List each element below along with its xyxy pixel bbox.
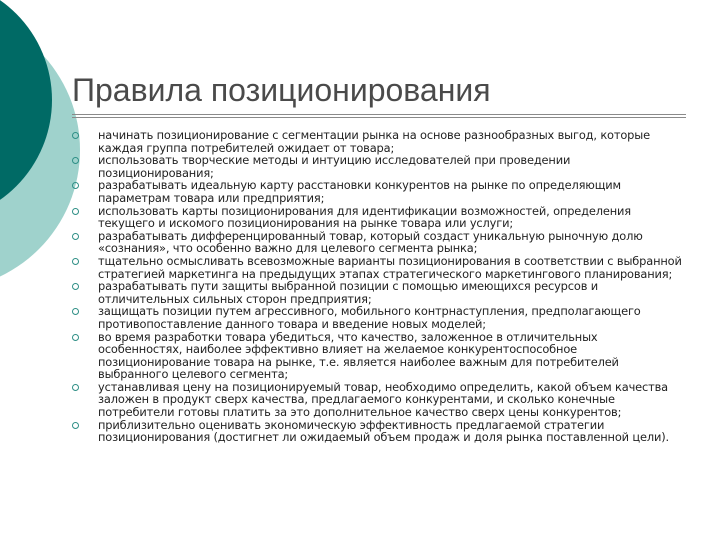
decorative-circles <box>0 0 80 320</box>
list-item-text: разрабатывать идеальную карту расстановки конкурентов на рынке по определяющим параметрам товара или предприятия; <box>98 178 621 205</box>
list-item <box>72 419 684 444</box>
list-item-text: во время разработки товара убедиться, что качество, заложенное в отличительных особенностях, наиболее эффективно влияет на желаемое конкурентоспособное позиционирование товара на рынке, т.е. является наиболее важным для потребителей выбранного целевого сегмента; <box>98 329 619 382</box>
list-item-text: устанавливая цену на позиционируемый товар, необходимо определить, какой объем качества заложен в продукт сверх качества, предлагаемого конкурентами, и сколько конечные потребители готовы платить за это дополнительное качество сверх цены конкурентов; <box>98 379 669 420</box>
list-item <box>72 255 684 280</box>
list-item <box>72 305 684 330</box>
list-item-text: начинать позиционирование с сегментации рынка на основе разнообразных выгод, которые каждая группа потребителей ожидает от товара; <box>98 128 650 155</box>
bullet-circle-icon <box>72 308 79 315</box>
bullet-circle-icon <box>72 208 79 215</box>
list-item-text: защищать позиции путем агрессивного, мобильного контрнаступления, предполагающего противопоставление данного товара и введение новых моделей; <box>98 304 641 331</box>
bullet-circle-icon <box>72 258 79 265</box>
list-item <box>72 129 684 154</box>
list-item <box>72 205 684 230</box>
list-item <box>72 331 684 381</box>
bullet-circle-icon <box>72 157 79 164</box>
list-item-text: приблизительно оценивать экономическую эффективность предлагаемой стратегии позиционирования (достигнет ли ожидаемый объем продаж и доля рынка поставленной цели). <box>98 417 669 445</box>
list-item-text: разрабатывать пути защиты выбранной позиции с помощью имеющихся ресурсов и отличительных сильных сторон предприятия; <box>98 279 598 306</box>
bullet-circle-icon <box>72 182 79 189</box>
rules-list <box>72 129 684 444</box>
list-item <box>72 179 684 204</box>
list-item-text: использовать творческие методы и интуицию исследователей при проведении позиционирования; <box>98 153 571 180</box>
bullet-circle-icon <box>72 283 79 290</box>
list-item-text: использовать карты позиционирования для идентификации возможностей, определения текущего и искомого позиционирования на рынке товара или услуги; <box>98 203 631 231</box>
list-item <box>72 381 684 419</box>
bullet-circle-icon <box>72 132 79 139</box>
list-item-text: разрабатывать дифференцированный товар, который создаст уникальную рыночную долю «сознания», что особенно важно для целевого сегмента рынка; <box>98 228 643 256</box>
bullet-circle-icon <box>72 334 79 341</box>
bullet-circle-icon <box>72 233 79 240</box>
bullet-circle-icon <box>72 384 79 391</box>
list-item <box>72 280 684 305</box>
bullet-circle-icon <box>72 422 79 429</box>
list-item-text: тщательно осмысливать всевозможные варианты позиционирования в соответствии с выбранной стратегией маркетинга на предыдущих этапах стратегического маркетингового планирования; <box>98 253 682 281</box>
slide-title: Правила позиционирования <box>72 72 491 108</box>
list-item <box>72 230 684 255</box>
list-item <box>72 154 684 179</box>
